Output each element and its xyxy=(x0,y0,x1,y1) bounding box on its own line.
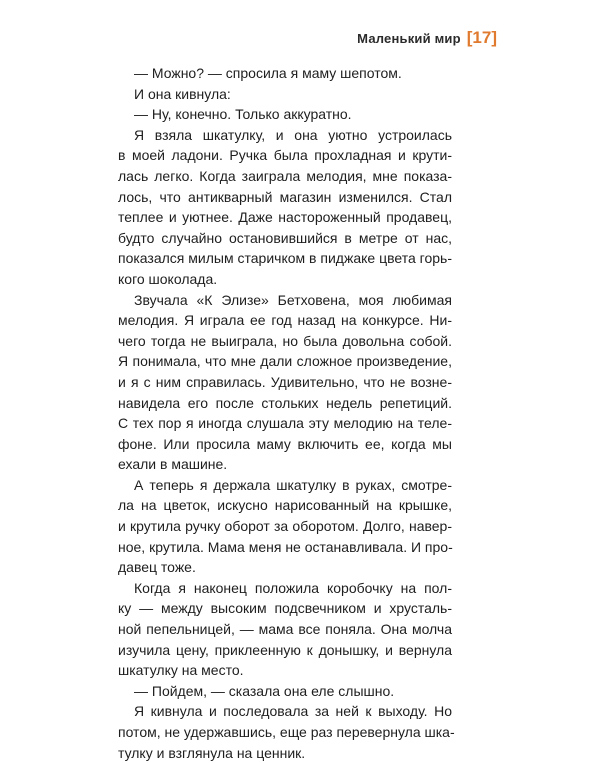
text-line: и я с ним справилась. Удивительно, что не возне- xyxy=(118,373,452,390)
text-line: Звучала «К Элизе» Бетховена, моя любимая xyxy=(134,291,452,308)
text-line: Когда я наконец положила коробочку на пол- xyxy=(134,579,452,596)
body-text xyxy=(118,63,455,763)
text-line: навидела его после стольких недель репетиций. xyxy=(118,394,452,411)
text-line: ное, крутила. Мама меня не останавливала. И про- xyxy=(118,538,453,555)
text-line: потом, не удержавшись, еще раз перевернула шка- xyxy=(118,724,455,740)
text-line: А теперь я держала шкатулку в руках, смотре- xyxy=(134,476,452,493)
text-line: в моей ладони. Ручка была прохладная и крути- xyxy=(118,147,452,164)
text-line: Я кивнула и последовала за ней к выходу. Но xyxy=(134,703,452,720)
text-line: — Пойдем, — сказала она еле слышно. xyxy=(134,682,395,699)
text-line: ла на цветок, искусно нарисованный на крышке, xyxy=(118,497,452,514)
text-line: кого шоколада. xyxy=(118,270,218,287)
text-line: чего тогда не выиграла, но была довольна собой. xyxy=(118,332,452,349)
text-line: Я взяла шкатулку, и она уютно устроилась xyxy=(134,126,452,143)
text-line: теплее и уютнее. Даже настороженный продавец, xyxy=(118,209,452,226)
text-line: будто случайно остановившийся в метре от нас, xyxy=(118,229,452,246)
text-line: мелодия. Я играла ее год назад на конкурсе. Ни- xyxy=(118,312,452,329)
text-line: ной пепельницей, — мама все поняла. Она молча xyxy=(118,621,452,638)
text-line: изучила цену, приклеенную к донышку, и вернула xyxy=(118,641,452,658)
text-line: лось, что антикварный магазин изменился. Стал xyxy=(118,188,452,205)
book-title: Маленький мир xyxy=(357,30,461,46)
text-line: ку — между высоким подсвечником и хрусталь- xyxy=(118,600,452,617)
text-line: показался милым старичком в пиджаке цвета горь- xyxy=(118,250,452,267)
text-line: ехали в машине. xyxy=(118,456,228,473)
text-line: Я понимала, что мне дали сложное произведение, xyxy=(118,353,452,370)
text-line: фоне. Или просила маму включить ее, когда мы xyxy=(118,435,452,452)
text-line: шкатулку на место. xyxy=(118,662,244,679)
text-line: давец тоже. xyxy=(118,559,196,576)
text-line: — Ну, конечно. Только аккуратно. xyxy=(134,106,352,123)
text-line: И она кивнула: xyxy=(134,85,231,102)
text-line: лась легко. Когда заиграла мелодия, мне показа- xyxy=(118,167,452,184)
running-head xyxy=(357,28,497,48)
text-line: С тех пор я иногда слушала эту мелодию на теле- xyxy=(118,415,452,432)
page-number: [17] xyxy=(466,28,497,47)
text-line: и крутила ручку оборот за оборотом. Долго, навер- xyxy=(118,518,452,535)
text-line: — Можно? — спросила я маму шепотом. xyxy=(134,65,402,81)
text-line: тулку и взглянула на ценник. xyxy=(118,744,306,761)
